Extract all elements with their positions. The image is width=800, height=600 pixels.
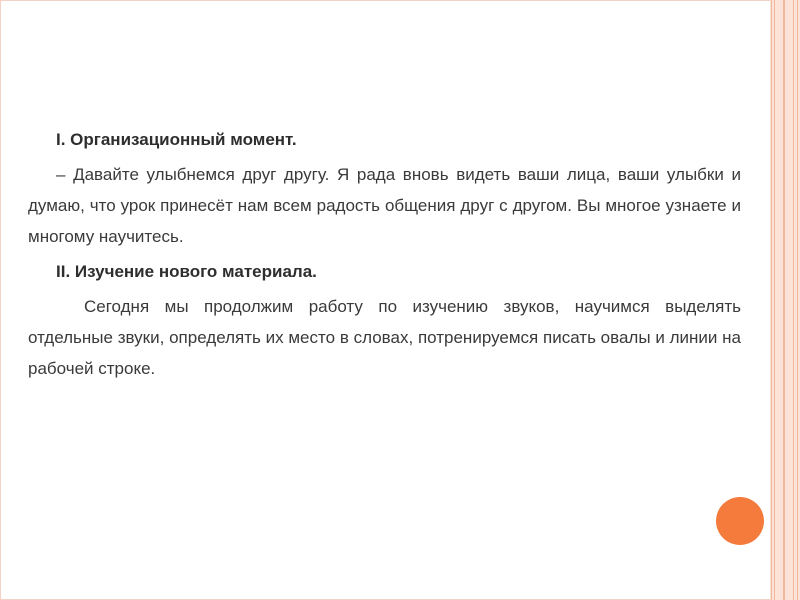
slide-content — [28, 124, 741, 388]
stripe-line — [797, 0, 798, 600]
decorative-accent-circle — [716, 497, 764, 545]
section-heading-organizational: I. Организационный момент. — [56, 130, 297, 149]
section-paragraph-greeting: – Давайте улыбнемся друг другу. Я рада вновь видеть ваши лица, ваши улыбки и думаю, что урок принесёт нам всем радость общения друг с другом. Вы многое узнаете и многому научитесь. — [28, 165, 741, 246]
stripe-line — [771, 0, 772, 600]
stripe-line — [783, 0, 785, 600]
stripe-line — [774, 0, 775, 600]
stripe-line — [793, 0, 794, 600]
section-heading-new-material: II. Изучение нового материала. — [56, 262, 317, 281]
section-paragraph-lesson-plan: Сегодня мы продолжим работу по изучению звуков, научимся выделять отдельные звуки, определять их место в словах, потренируемся писать овалы и линии на рабочей строке. — [28, 297, 741, 378]
